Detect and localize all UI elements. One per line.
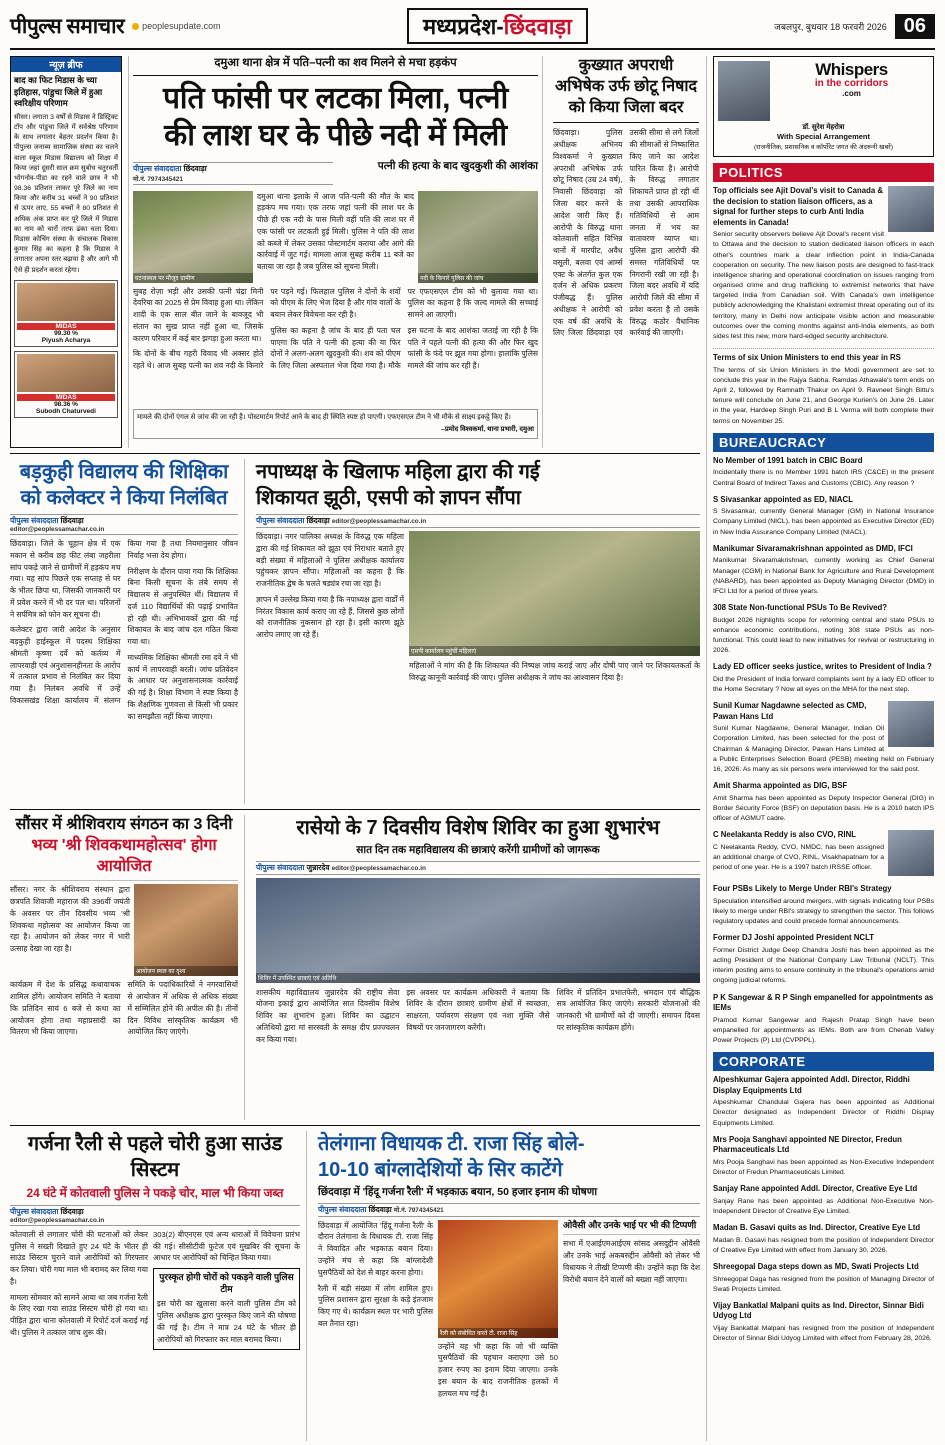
whispers-item: [713, 933, 934, 986]
item-headline: Lady ED officer seeks justice, writes to President of India ?: [713, 662, 932, 672]
photo-caption: रैली को संबोधित करते टी. राजा सिंह: [438, 1328, 558, 1338]
byline-place: छिंदवाड़ा: [368, 1204, 392, 1214]
whispers-header: [713, 56, 934, 157]
byline-author: पीपुल्स संवाददाता: [10, 516, 59, 525]
telangana-col1: छिंदवाड़ा में आयोजित 'हिंदू गर्जना रैली' के दौरान तेलंगाना के विधायक टी. राजा सिंह ने विवादित और भड़काऊ बयान दिया। उन्होंने मंच से कहा कि बांग्लादेशी घुसपैठियों को देश से बाहर करना होगा। रैली में बड़ी संख्या में लोग शामिल हुए। पुलिस प्रशासन द्वारा सुरक्षा के कड़े इंतजाम किए गए थे। कार्यक्रम स्थल पर भारी पुलिस बल तैनात रहा।: [318, 1220, 433, 1328]
item-thumbnail: [888, 830, 934, 876]
item-body: Speculation intensified around mergers, with signals indicating four PSBs likely to merge under RBI's strategy to strengthen the sector. This follows regulatory updates and could precede formal announcements.: [713, 897, 934, 926]
item-body: C Neelakanta Reddy, CVO, NMDC, has been assigned an additional charge of CVO, RINL, Visakhapatnam for a period of one year. He is a 1997 batch IRSSE officer.: [713, 843, 884, 872]
news-brief-text: सीसर। लगाता 3 वर्षों से मिडास ने डिस्ट्रिक्ट टॉप और पांडुचा जिले में सर्वश्रेष्ठ परिणाम के साथ लगातार बेहतर प्रदर्शन किया है। पीपुल्स जनाब्य सामाजिक संस्था का चलने वाला स्कूल मिडास विद्यालय को शिक्षा में किया जहां दूसरी साल क्रम सुबोध चतुरवर्ती भोगनोव-पीडा का रहने वाले छात्र ने भी 98.36 प्रतिशत लाकर पूरे जिले का नाम किया और करीब 31 बच्चों ने 90 प्रतिशत से ऊपर लाए, 55 बच्चों ने 80 प्रतिशत से अधिक अंक प्राप्त कर पूरे जिले में मिडास का नाम को चारों तरफ ढंका चला दिया। मिडास कोचिंग संस्था के संचालक विकास कुमार सिंह का कहना है कि मिडास ने लगातार अपना स्तर बढ़ाया है और आगे भी ऐसे ही प्रदर्शन करता रहेगा।: [14, 113, 118, 274]
lead-body: [133, 286, 538, 406]
item-headline: Top officials see Ajit Doval's visit to Canada & the decision to station liaison officers, as a signal for further steps to curb Anti India elements in Canada!: [713, 186, 883, 227]
website-url-text: peoplesupdate.com: [142, 21, 221, 31]
editorial-content: [10, 56, 700, 1441]
photo-caption: एसपी कार्यालय पहुंचीं महिलाएं: [409, 646, 700, 656]
whispers-item: [713, 993, 934, 1047]
edition-city: छिंदवाड़ा: [503, 14, 572, 39]
whispers-item: [713, 1184, 934, 1217]
complaint-byline: [256, 514, 700, 528]
sausar-col2: कार्यक्रम में देश के प्रसिद्ध कथावाचक शामिल होंगे। आयोजन समिति ने बताया कि प्रतिदिन सायं 6 बजे से कथा का आयोजन होगा तथा महाप्रसादी का वितरण भी किया जाएगा।: [10, 980, 121, 1037]
whispers-item: [713, 456, 934, 489]
story-sound-theft: [10, 1131, 300, 1441]
whispers-item: [713, 544, 934, 597]
sound-col3: 303(2) बीएनएस एवं अन्य धाराओं में विवेचना प्रारंभ की गई। सीसीटीवी फुटेज एवं मुखबिर की सूचना के आधार पर आरोपियों को चिन्हित किया गया।: [153, 1229, 300, 1263]
whispers-title-2: in the corridors: [814, 78, 889, 89]
byline-email: editor@peoplessamachar.co.in: [331, 864, 426, 872]
ad-score: 98.36 %: [54, 400, 78, 408]
item-body: Vijay Bankatlal Malpani has resigned from the position of Independent Director of Sinnar Bidi Udyog Limited with effect from February 28, 2026.: [713, 1324, 934, 1343]
item-headline: 308 State Non-functional PSUs To Be Revived?: [713, 603, 888, 613]
whispers-item: [713, 353, 934, 427]
telangana-subhead: छिंदवाड़ा में 'हिंदू गर्जना रैली' में भड़काऊ बयान, 50 हजार इनाम की घोषणा: [318, 1186, 598, 1198]
photo-caption: नदी के किनारे पुलिस की जांच: [418, 273, 538, 283]
item-headline: Former DJ Joshi appointed President NCLT: [713, 933, 875, 943]
item-body: Senior security observers believe Ajit Doval's recent visit to Ottawa and the decision to station dedicated liaison officers in each other's countries mark a clear inflection point in India-Canada cooperation on security. The new liaison posts are designed to fast-track intelligence sharing and operational coordination on issues ranging from organised crime and drug trafficking to extremist networks that have targeted India from Canadian soil. With Canada's own intelligence publicly acknowledging the Khalistani extremist threat operating out of its territory, many in Delhi now anticipate visible action and measurable outcomes over the coming months against anti-India elements, as both sides test this new, more hard-edged security architecture.: [713, 231, 934, 341]
sausar-col1: सौंसर। नगर के श्रीशिवराय संस्थान द्वारा छत्रपति शिवाजी महाराज की 396वीं जयंती के अवसर पर तीन दिवसीय भव्य 'श्री शिवकथा महोत्सव' का आयोजन किया जा रहा है। आयोजन को लेकर नगर में भारी उत्साह देखा जा रहा है।: [10, 885, 130, 954]
item-body: Shreegopal Daga has resigned from the position of Managing Director of Swati Projects Limited.: [713, 1275, 934, 1293]
teacher-headline-line1: बड़कुही विद्यालय की शिक्षिका: [19, 461, 229, 483]
telangana-box-text: सभा में एआईएमआईएम सांसद असदुद्दीन ओवैसी और उनके भाई अकबरुद्दीन ओवैसी को लेकर भी विधायक ने तीखी टिप्पणी की। उन्होंने कहा कि देश विरोधी बयान देने वालों को बख्शा नहीं जाएगा।: [563, 1239, 700, 1284]
camp-subhead: सात दिन तक महाविद्यालय की छात्राएं करेंगी ग्रामीणों को जागरूक: [356, 844, 600, 856]
sound-box-text: इस चोरी का खुलासा करने वाली पुलिस टीम को पुलिस अधीक्षक द्वारा पुरस्कृत किए जाने की घोषणा की गई है। टीम ने मात्र 24 घंटे के भीतर ही आरोपियों को गिरफ्तार कर माल बरामद किया।: [157, 1299, 296, 1344]
news-brief-tag: न्यूज़ ब्रीफ: [11, 57, 121, 72]
lead-col1: दमुआ थाना इलाके में आज पति-पत्नी की मौत के बाद हड़कंप मच गया। एक तरफ जहां पत्नी की लाश घर के पीछे ही एक नदी के पास मिली वहीं पति की लाश घर में एक फांसी पर लटकती हुई मिली। पुलिस ने पति की लाश को कब्जे में लेकर उसका पोस्टमार्टम कराया और आगे की कार्रवाई में जुट गई। मामला आज सुबह करीब 11 बजे का बताया जा रहा है जब पुलिस को सूचना मिली।: [257, 191, 414, 272]
lead-quote-attribution: –प्रमोद विश्वकर्मा, थाना प्रभारी, दमुआ: [441, 426, 534, 434]
byline-place: छिंदवाड़ा: [60, 516, 84, 525]
teacher-body: [10, 538, 238, 788]
ad-score: 99.30 %: [54, 329, 78, 337]
byline-author: पीपुल्स संवाददाता: [10, 1206, 59, 1216]
sound-col1: कोतवाली से लगातार चोरी की घटनाओं को लेकर पुलिस ने सख्ती दिखाते हुए 24 घंटे के भीतर ही साउंड सिस्टम चुराने वाले आरोपियों को गिरफ्तार कर लिया। चोरी गया माल भी बरामद कर लिया गया है।: [10, 1229, 148, 1286]
whispers-title-3: .com: [842, 89, 861, 98]
edition-name: [221, 8, 775, 44]
whispers-item: [713, 1223, 934, 1256]
whispers-item: [713, 186, 934, 342]
item-body: Former District Judge Deep Chandra Joshi has been appointed as the acting President of the National Company Law Tribunal (NCLT). This interim posting aims to ensure continuity in the tribunal's operations amid ongoing judicial reforms.: [713, 946, 934, 985]
lead-story: [128, 56, 543, 448]
columnist-name: डॉ. सुरेश मेहरोत्रा: [802, 124, 845, 131]
news-brief-box: [10, 56, 122, 448]
item-body: Mrs Pooja Sanghavi has been appointed as Non-Executive Independent Director of Fredun Pharmaceuticals Limited.: [713, 1158, 934, 1177]
whispers-item: [713, 830, 934, 878]
sound-byline: [10, 1205, 300, 1226]
camp-headline: रासेयो के 7 दिवसीय विशेष शिविर का हुआ शुभारंभ: [296, 817, 660, 839]
whispers-item: [713, 603, 934, 656]
lead-col4: पुलिस का कहना है जांच के बाद ही पता चल पाएगा कि पति ने पत्नी की हत्या की या फिर दोनों ने अलग-अलग खुदकुशी की। शव को पीएम के लिए जिला अस्पताल भेज दिया गया है। मौके पर एफएसएल टीम को भी बुलाया गया था। पुलिस का कहना है कि जल्द मामले की सच्चाई सामने आ जाएगी।: [270, 286, 538, 371]
teacher-col3: निरीक्षण के दौरान पाया गया कि शिक्षिका बिना किसी सूचना के लंबे समय से विद्यालय से अनुपस्थित थीं। विद्यालय में दर्ज 110 विद्यार्थियों की पढ़ाई प्रभावित हो रही थी। अभिभावकों द्वारा की गई शिकायत के बाद जांच दल गठित किया गया था।: [127, 566, 238, 647]
byline-author: पीपुल्स संवाददाता: [256, 516, 305, 525]
sound-subhead: 24 घंटे में कोतवाली पुलिस ने पकड़े चोर, माल भी किया जब्त: [26, 1186, 284, 1200]
lead-subhead: पत्नी की हत्या के बाद खुदकुशी की आशंका: [377, 159, 538, 172]
item-thumbnail: [888, 186, 934, 232]
telangana-byline: [318, 1203, 700, 1217]
whispers-item: [713, 1075, 934, 1129]
story-sausar: [10, 815, 238, 1120]
news-brief-headline: बाद का फिट मिडास के च्या इतिहास, पांडुचा जिले में हुआ स्वरिक्षीय परिणाम: [14, 75, 103, 109]
camp-col1: शासकीय महाविद्यालय जुन्नारदेव की राष्ट्रीय सेवा योजना इकाई द्वारा आयोजित सात दिवसीय विशेष शिविर का शुभारंभ हुआ। शिविर का उद्घाटन अतिथियों द्वारा मां सरस्वती के समक्ष दीप प्रज्ज्वलन कर किया गया।: [256, 987, 400, 1044]
telangana-col2: उन्होंने यह भी कहा कि जो भी व्यक्ति घुसपैठियों की पहचान कराएगा उसे 50 हजार रुपए का इनाम दिया जाएगा। उनके इस बयान के बाद राजनीतिक हलकों में हलचल मच गई है।: [438, 1341, 558, 1398]
item-body: The terms of six Union Ministers in the Modi government are set to conclude this year in the Rajya Sabha. Ramdas Athawale's term ends on April 2, followed by Ramnath Thakur on April 9. Ravneet Singh Bittu's tenure will conclude on June 21, and George Kurien's on June 26. Later in the year, Hardeep Singh Puri and B L Verma will both complete their terms on November 25.: [713, 366, 934, 425]
whispers-description: (राजनीतिक, प्रशासनिक व कॉर्पोरेट जगत की अंदरूनी खबरें): [753, 144, 893, 151]
story-jila-badar: [549, 56, 699, 448]
item-headline: Vijay Bankatlal Malpani quits as Ind. Director, Sinnar Bidi Udyog Ltd: [713, 1300, 924, 1321]
complaint-col3: महिलाओं ने मांग की है कि शिकायत की निष्पक्ष जांच कराई जाए और दोषी पाए जाने पर शिकायतकर्ता के विरुद्ध कानूनी कार्रवाई की जाए। पुलिस अधीक्षक ने जांच का आश्वासन दिया है।: [409, 661, 700, 682]
byline-email: editor@peoplessamachar.co.in: [10, 1216, 105, 1224]
whispers-item: [713, 781, 934, 824]
whispers-item: [713, 701, 934, 775]
byline-mobile: मो.नं. 7974345421: [133, 175, 183, 183]
telangana-headline-line2: 10-10 बांग्लादेशियों के सिर काटेंगे: [318, 1159, 563, 1181]
issue-date: जबलपुर, बुधवार 18 फरवरी 2026: [774, 21, 887, 32]
whispers-column: [706, 56, 934, 1441]
ad-student-1: [14, 280, 118, 347]
item-headline: Mrs Pooja Sanghavi appointed NE Director, Fredun Pharmaceuticals Ltd: [713, 1134, 902, 1155]
byline-place: जुन्नारदेव: [306, 862, 330, 872]
item-body: Pramod Kumar Sangewar and Rajesh Pratap Singh have been empanelled for appointments as IEMs. Both are from Chenab Valley Power Projects (P) Ltd (CVPPPL).: [713, 1016, 934, 1045]
byline-author: पीपुल्स संवाददाता: [318, 1204, 367, 1214]
item-body: Did the President of India forward complaints sent by a lady ED officer to the Home Secretary ? Now all eyes on the MHA for the next step.: [713, 675, 934, 694]
story-teacher-suspended: [10, 459, 238, 804]
sound-col2: मामला सोमवार को सामने आया था जब गर्जना रैली के लिए रखा गया साउंड सिस्टम चोरी हो गया था। पीड़ित द्वारा थाना कोतवाली में रिपोर्ट दर्ज कराई गई थी। पुलिस ने तत्काल जांच शुरू की।: [10, 1292, 148, 1337]
lead-headline-line1: पति फांसी पर लटका मिला, पत्नी: [163, 81, 508, 115]
camp-col3: शिविर में प्रतिदिन प्रभातफेरी, श्रमदान एवं बौद्धिक सत्र आयोजित किए जाएंगे। सरकारी योजनाओं की जानकारी भी ग्रामीणों को दी जाएगी। समापन दिवस पर सांस्कृतिक कार्यक्रम होंगे।: [556, 987, 700, 1032]
whispers-logo: [774, 61, 929, 121]
byline-author: पीपुल्स संवाददाता: [256, 862, 305, 872]
item-headline: Terms of six Union Ministers to end this year in RS: [713, 353, 901, 363]
jila-badar-headline: कुख्यात अपराधी अभिषेक उर्फ छोटू निषाद को किया जिला बदर: [555, 57, 697, 116]
whispers-title-1: Whispers: [815, 60, 888, 79]
sausar-headline-line1: सौंसर में श्रीशिवराय संगठन का 3 दिनी: [15, 816, 233, 833]
item-body: Amit Sharma has been appointed as Deputy Inspector General (DIG) in Border Security Force (BSF) on deputation basis. He is a 2010 batch IPS officer of AGMUT cadre.: [713, 794, 934, 823]
lead-quote-text: मामले की दोनों एंगल से जांच की जा रही है। पोस्टमार्टम रिपोर्ट आने के बाद ही स्थिति स्पष्ट हो पाएगी। एफएसएल टीम ने भी मौके से साक्ष्य इकट्ठे किए हैं।: [137, 413, 511, 421]
jila-badar-body: [553, 127, 699, 341]
lead-byline: [133, 162, 333, 185]
item-headline: Madan B. Gasavi quits as Ind. Director, Creative Eye Ltd: [713, 1223, 921, 1233]
item-body: Madan B. Gasavi has resigned from the position of Independent Director of Creative Eye Limited with effect from January 30, 2026.: [713, 1236, 934, 1254]
item-headline: Sanjay Rane appointed Addl. Director, Creative Eye Ltd: [713, 1184, 918, 1194]
byline-email: editor@peoplessamachar.co.in: [331, 518, 427, 525]
ad-badge: MIDAS: [17, 323, 115, 330]
complaint-photo: [409, 531, 700, 656]
item-body: Manikumar Sivaramakrishnan, currently working as Chief General Manager (CGM) in National Bank for Agriculture and Rural Development (NABARD), has been appointed as Deputy Managing Director (DMD) in IFCI Ltd for a period of three years.: [713, 557, 934, 595]
logo-block: [10, 12, 221, 40]
story-nss-camp: [251, 815, 700, 1120]
photo-caption: घटनास्थल पर मौजूद ग्रामीण: [133, 273, 253, 283]
lead-col3: कि दोनों के बीच गहरी विवाद भी अक्सर होते रहते थे। आज सुबह पत्नी का शव नदी के किनारे पर पड़ने गई। फिलहाल पुलिस ने दोनों के शवों को पीएम के लिए भेज दिया है और गांव वालों के बयान लेकर विवेचना कर रही है।: [133, 286, 401, 371]
masthead-right: [774, 14, 935, 39]
ad-student-name: Piyush Acharya: [41, 336, 91, 344]
edition-state: मध्यप्रदेश-: [422, 14, 504, 39]
ad-badge: MIDAS: [17, 394, 115, 401]
byline-place: छिंदवाड़ा: [306, 516, 330, 525]
byline-mobile: मो.नं. 7974345421: [393, 1206, 444, 1214]
teacher-col1: छिंदवाड़ा। जिले के चूहान क्षेत्र में एक मकान से करीब छह फीट लंबा जहरीला सांप पकड़े जाने से ग्रामीणों में हड़कंप मच गया। यह सांप पिछले एक सप्ताह से घर के भीतर छिपा था, जिसकी जानकारी घर में प्रवेश करने में भी दर पल था। परिजनों ने सर्पमित्र को फोन कर सूचना दी।: [10, 539, 121, 619]
byline-place: छिंदवाड़ा: [60, 1206, 84, 1216]
sound-sidebar-box: [153, 1268, 300, 1349]
jila-badar-text: छिंदवाड़ा। पुलिस अधीक्षक अभिनय विश्वकर्मा ने कुख्यात अपराधी अभिषेक उर्फ छोटू निषाद (उम्र 24 वर्ष), निवासी छिंदवाड़ा को जिला बदर करने के आदेश जारी किए हैं। आरोपी के विरुद्ध थाना कोतवाली सहित विभिन्न थानों में मारपीट, अवैध वसूली, बलवा एवं आर्म्स एक्ट के अंतर्गत कुल एक दर्जन से अधिक प्रकरण पंजीबद्ध हैं। पुलिस अधीक्षक ने आरोपी को एक वर्ष की अवधि के लिए जिला छिंदवाड़ा एवं उसकी सीमा से लगे जिलों की सीमाओं से निष्कासित किए जाने का आदेश पारित किया है। आरोपी के विरुद्ध लगातार शिकायतें प्राप्त हो रही थीं तथा उसकी आपराधिक गतिविधियों से आम जनता में भय का वातावरण व्याप्त था। पुलिस द्वारा आरोपी की समस्त गतिविधियों पर निगरानी रखी जा रही है। जिला बदर अवधि में यदि आरोपी जिले की सीमा में प्रवेश करता है तो उसके विरुद्ध कठोर वैधानिक कार्रवाई की जाएगी।: [553, 128, 699, 338]
whispers-item: [713, 1135, 934, 1178]
complaint-headline-line1: नपाध्यक्ष के खिलाफ महिला द्वारा की गई: [256, 461, 540, 483]
item-headline: C Neelakanta Reddy is also CVO, RINL: [713, 830, 856, 840]
columnist-photo: [718, 61, 770, 121]
ad-student-name: Subodh Chaturvedi: [36, 407, 96, 415]
item-headline: Amit Sharma appointed as DIG, BSF: [713, 781, 848, 791]
photo-caption: शिविर में उपस्थित छात्राएं एवं अतिथि: [256, 973, 700, 983]
sound-headline: गर्जना रैली से पहले चोरी हुआ साउंड सिस्टम: [27, 1133, 283, 1181]
sausar-body: [10, 979, 238, 1149]
section-title-bureaucracy: BUREAUCRACY: [713, 433, 934, 452]
complaint-col1: छिंदवाड़ा। नगर पालिका अध्यक्ष के विरुद्ध एक महिला द्वारा की गई शिकायत को झूठा एवं निराधार बताते हुए बड़ी संख्या में महिलाओं ने पुलिस अधीक्षक कार्यालय पहुंचकर ज्ञापन सौंपा। महिलाओं का कहना है कि राजनीतिक द्वेष के चलते षड्यंत्र रचा जा रहा है। ज्ञापन में उल्लेख किया गया है कि नपाध्यक्ष द्वारा वार्डों में निरंतर विकास कार्य कराए जा रहे हैं, जिससे कुछ लोगों को राजनीतिक नुकसान हो रहा है। इसी कारण झूठे आरोप लगाए जा रहे हैं।: [256, 532, 404, 640]
byline-email: editor@peoplessamachar.co.in: [10, 526, 105, 533]
student-photo: [17, 354, 115, 392]
item-headline: Alpeshkumar Gajera appointed Addl. Director, Riddhi Display Equipments Ltd: [713, 1075, 910, 1095]
ad-student-2: [14, 351, 118, 418]
camp-body: [256, 987, 700, 1117]
sound-col-left: [10, 1229, 148, 1350]
telangana-photo: [438, 1220, 558, 1338]
whispers-arrangement: With Special Arrangement: [776, 132, 870, 141]
photo-caption: आयोजन स्थल का दृश्य: [134, 966, 238, 976]
whispers-item: [713, 1262, 934, 1295]
item-thumbnail: [888, 701, 934, 747]
teacher-col2: कलेक्टर द्वारा जारी आदेश के अनुसार बड़कुही हाईस्कूल में पदस्थ शिक्षिका श्रीमती कृष्णा दर्वे को कर्तव्य में लापरवाही एवं अनुशासनहीनता के आरोप में तत्काल प्रभाव से निलंबित कर दिया गया है। निलंबन अवधि में उन्हें विकासखंड शिक्षा कार्यालय में संलग्न किया गया है तथा नियमानुसार जीवन निर्वाह भत्ता देय होगा।: [10, 539, 238, 705]
whispers-item: [713, 884, 934, 927]
sausar-col3: समिति के पदाधिकारियों ने नगरवासियों से आयोजन में अधिक से अधिक संख्या में सम्मिलित होने की अपील की है। तीनों दिन विविध सांस्कृतिक कार्यक्रम भी आयोजित किए जाएंगे।: [127, 980, 238, 1037]
publication-logo: पीपुल्स समाचार: [10, 15, 125, 38]
item-headline: Manikumar Sivaramakrishnan appointed as DMD, IFCI: [713, 543, 913, 553]
story-complaint: [251, 459, 700, 804]
masthead: [10, 8, 935, 50]
lead-photo-1: [133, 191, 253, 283]
whispers-item: [713, 495, 934, 538]
lead-photo-2: [418, 191, 538, 283]
item-body: Budget 2026 highlights scope for reforming central and state PSUs to enhance economic contributions, noting 308 state PSUs as non-functional. This could lead to new initiatives for revival or restructuring in 2026.: [713, 616, 934, 655]
teacher-col4: माध्यमिक शिक्षिका श्रीमती रमा दवे ने भी कार्य में लापरवाही बरती। जांच प्रतिवेदन के आधार पर अनुशासनात्मक कार्रवाई की गई है। शिक्षा विभाग ने स्पष्ट किया है कि शैक्षणिक गुणवत्ता से किसी भी प्रकार का समझौता नहीं किया जाएगा।: [127, 652, 238, 721]
item-headline: No Member of 1991 batch in CBIC Board: [713, 455, 863, 465]
student-photo: [17, 283, 115, 321]
teacher-headline-line2: को कलेक्टर ने किया निलंबित: [20, 487, 228, 509]
camp-col2: इस अवसर पर कार्यक्रम अधिकारी ने बताया कि शिविर के दौरान छात्राएं ग्रामीण क्षेत्रों में स्वच्छता, साक्षरता, पर्यावरण संरक्षण एवं नशा मुक्ति जैसे विषयों पर जनजागरण करेंगी।: [406, 987, 550, 1032]
byline-place: छिंदवाड़ा: [183, 163, 207, 173]
sausar-headline-line2: भव्य 'श्री शिवकथामहोत्सव' होगा आयोजित: [31, 836, 217, 875]
item-headline: S Sivasankar appointed as ED, NIACL: [713, 494, 853, 504]
website-url: [132, 21, 221, 31]
item-headline: P K Sangewar & R P Singh empanelled for appointments as IEMs: [713, 992, 934, 1013]
section-title-politics: POLITICS: [713, 163, 934, 182]
camp-photo: [256, 878, 700, 983]
section-title-corporate: CORPORATE: [713, 1052, 934, 1071]
lead-col5: इस घटना के बाद आशंका जताई जा रही है कि पति ने पहले पत्नी की हत्या की और फिर खुद फांसी के फंदे पर झूल गया होगा। हालांकि पुलिस मामले की जांच कर रही है।: [407, 325, 538, 371]
camp-byline: [256, 861, 700, 875]
complaint-headline-line2: शिकायत झूठी, एसपी को ज्ञापन सौंपा: [256, 487, 521, 509]
item-headline: Four PSBs Likely to Merge Under RBI's Strategy: [713, 884, 892, 894]
item-headline: Sunil Kumar Nagdawne selected as CMD, Pawan Hans Ltd: [713, 701, 867, 721]
item-body: Incidentally there is no Member 1991 batch IRS (C&CE) in the present Central Board of Indirect Taxes and Customs (CBIC). Any reason ?: [713, 469, 934, 487]
page-number: 06: [895, 14, 935, 39]
telangana-box-headline: ओवैसी और उनके भाई पर भी की टिप्पणी: [563, 1219, 697, 1230]
whispers-item: [713, 1301, 934, 1344]
bullet-icon: [132, 23, 139, 30]
lead-kicker: दमुआ थाना क्षेत्र में पति–पत्नी का शव मिलने से मचा हड़कंप: [214, 57, 457, 69]
story-telangana: [313, 1131, 700, 1441]
item-body: S Sivasankar, currently General Manager (GM) in National Insurance Company Limited (NICL), has been appointed as Executive Director (ED) in New India Assurance Company Limited (NIACL).: [713, 508, 934, 536]
sausar-photo: [134, 884, 238, 976]
teacher-byline: [10, 514, 238, 535]
item-headline: Shreegopal Daga steps down as MD, Swati Projects Ltd: [713, 1262, 919, 1272]
whispers-item: [713, 662, 934, 695]
item-body: Sunil Kumar Nagdawne, General Manager, Indian Oil Corporation Limited, has been selected for the post of Chairman & Managing Director, Pawan Hans Limited at a Public Enterprises Selection Board (PESB) meeting held on February 16, 2026. As many as six persons were interviewed for the said post.: [713, 725, 934, 774]
lead-col2: सुबह रोज़ा भड़ी और उसकी पत्नी चंद्रा मिनी देवरिया का 2025 से प्रेम विवाह हुआ था। लेकिन शादी के एक साल बीत जाने के बावजूद भी संतान का सुख प्राप्त नहीं हुआ था, जिसके कारण परिवार में कई बार झगड़ा हुआ करता था।: [133, 286, 264, 343]
item-body: Sanjay Rane has been appointed as Additional Non-Executive Non-Independent Director of Creative Eye Limited.: [713, 1197, 934, 1215]
byline-author: पीपुल्स संवाददाता: [133, 163, 182, 173]
item-body: Alpeshkumar Chandulal Gajera has been appointed as Additional Director designated as Independent Director of Riddhi Display Equipments Limited.: [713, 1099, 934, 1127]
sound-box-headline: पुरस्कृत होगी चोरों को पकड़ने वाली पुलिस टीम: [159, 1272, 294, 1294]
lead-headline-line2: की लाश घर के पीछे नदी में मिली: [164, 119, 507, 153]
telangana-headline-line1: तेलंगाना विधायक टी. राजा सिंह बोले-: [318, 1133, 585, 1155]
lead-quote-box: [133, 409, 538, 440]
